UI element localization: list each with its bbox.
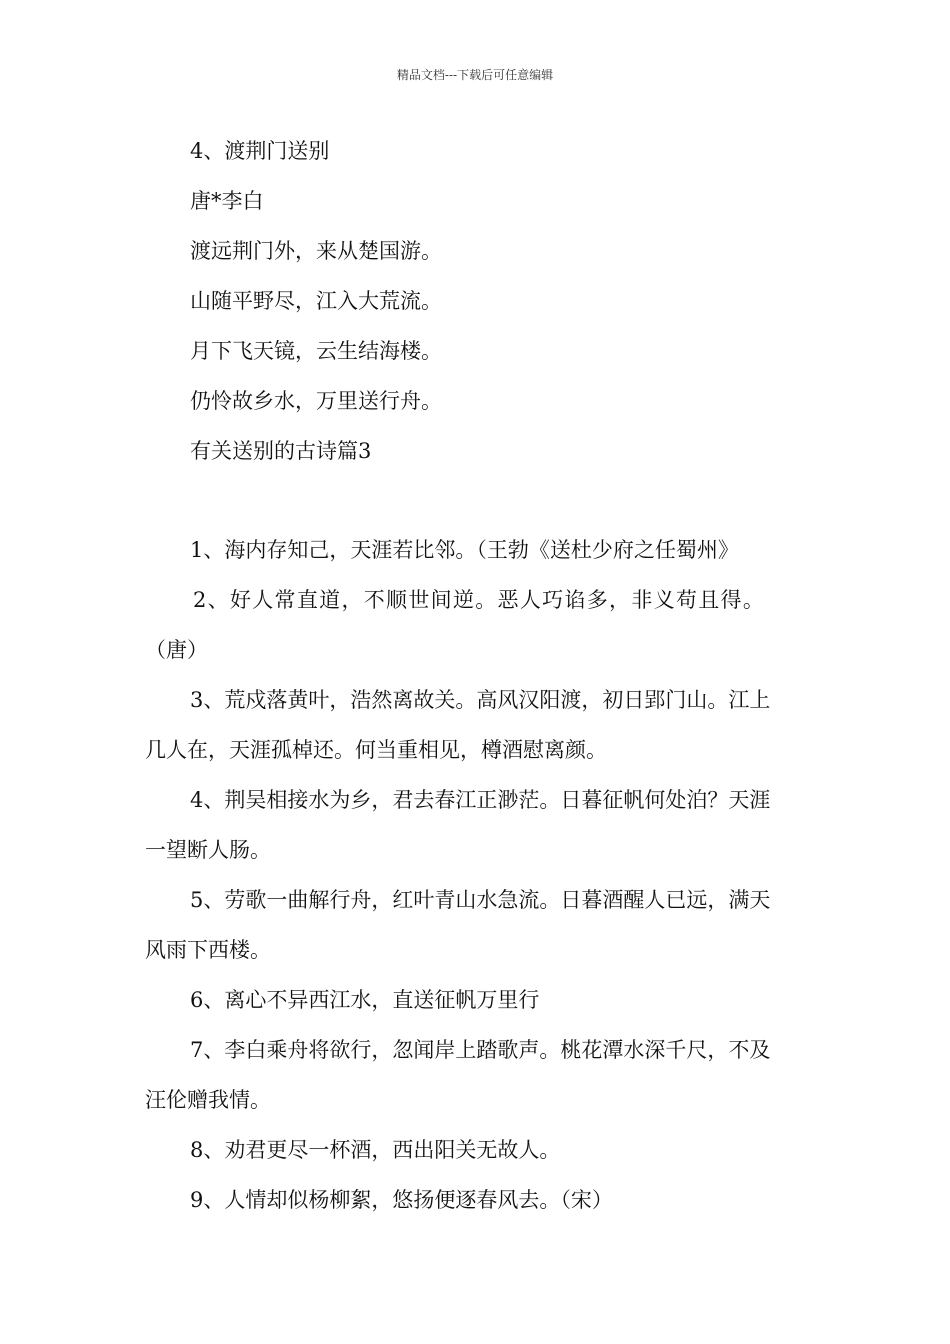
- list-item: 8、劝君更尽一杯酒，西出阳关无故人。: [190, 1138, 561, 1162]
- list-item: 6、离心不异西江水，直送征帆万里行: [190, 988, 540, 1012]
- list-item: 5、劳歌一曲解行舟，红叶青山水急流。日暮酒醒人已远，满天: [190, 888, 771, 912]
- poem-line: 山随平野尽，江入大荒流。: [190, 289, 442, 313]
- poem-line: 仍怜故乡水，万里送行舟。: [190, 389, 442, 413]
- list-item: 2、好人常直道，不顺世间逆。恶人巧谄多，非义苟且得。: [193, 588, 766, 612]
- poem-line: 月下飞天镜，云生结海楼。: [190, 339, 442, 363]
- list-item: 9、人情却似杨柳絮，悠扬便逐春风去。（宋）: [190, 1188, 613, 1212]
- section-heading: 有关送别的古诗篇3: [190, 439, 372, 463]
- poem-author: 唐*李白: [190, 189, 264, 213]
- poem-title: 4、渡荆门送别: [190, 139, 330, 163]
- list-item-continuation: 汪伦赠我情。: [145, 1088, 271, 1112]
- list-item: 1、海内存知己，天涯若比邻。（王勃《送杜少府之任蜀州》: [190, 538, 739, 562]
- list-item: 7、李白乘舟将欲行，忽闻岸上踏歌声。桃花潭水深千尺，不及: [190, 1038, 771, 1062]
- poem-line: 渡远荆门外，来从楚国游。: [190, 239, 442, 263]
- list-item-continuation: 几人在，天涯孤棹还。何当重相见，樽酒慰离颜。: [145, 738, 607, 762]
- list-item-continuation: 一望断人肠。: [145, 838, 271, 862]
- list-item-continuation: 风雨下西楼。: [145, 938, 271, 962]
- page-header: 精品文档---下载后可任意编辑: [396, 68, 554, 82]
- list-item-continuation: （唐）: [145, 638, 208, 662]
- list-item: 4、荆吴相接水为乡，君去春江正渺茫。日暮征帆何处泊？天涯: [190, 788, 771, 812]
- list-item: 3、荒戍落黄叶，浩然离故关。高风汉阳渡，初日郢门山。江上: [190, 688, 771, 712]
